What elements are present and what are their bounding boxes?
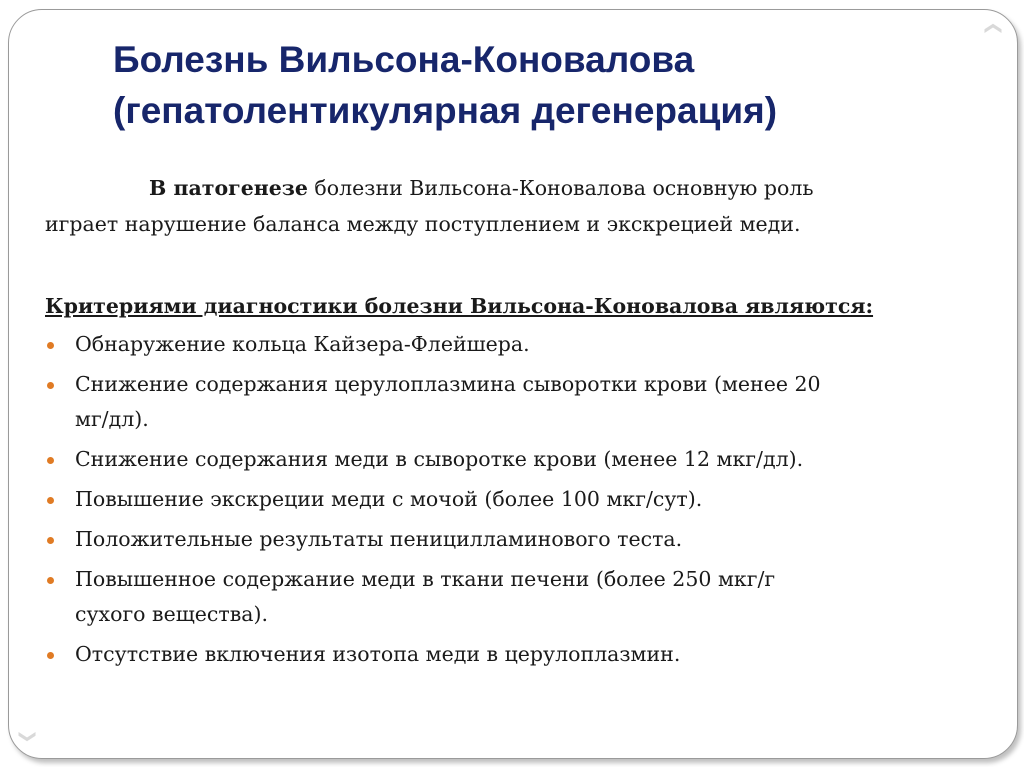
criteria-item [45,327,995,362]
slide-title [113,34,993,136]
title-line-2: (гепатолентикулярная дегенерация) [113,90,778,131]
intro-text-2: играет нарушение баланса между поступлением и экскрецией меди. [45,212,801,236]
criteria-item-text: сухого вещества). [75,602,269,626]
corner-ornament-icon: ❮ [16,729,37,744]
bullet-icon [47,342,54,349]
criteria-item-text: Снижение содержания меди в сыворотке крови (менее 12 мкг/дл). [75,447,804,471]
bullet-icon [47,577,54,584]
criteria-item [45,482,995,517]
criteria-item [45,562,995,632]
criteria-item [45,442,995,477]
criteria-item-text: мг/дл). [75,407,149,431]
criteria-heading: Критериями диагностики болезни Вильсона-Коновалова являются: [45,294,874,318]
criteria-item-text: Повышенное содержание меди в ткани печени (более 250 мкг/г [75,567,776,591]
intro-bold-phrase: В патогенезе [149,176,308,200]
bullet-icon [47,497,54,504]
intro-text-1: болезни Вильсона-Коновалова основную роль [307,176,814,200]
intro-paragraph [45,170,1005,242]
criteria-item-text: Положительные результаты пеницилламинового теста. [75,527,683,551]
title-line-1: Болезнь Вильсона-Коновалова [113,39,695,80]
bullet-icon [47,537,54,544]
corner-ornament-icon: ❮ [983,21,1004,36]
criteria-item-text: Повышение экскреции меди с мочой (более 100 мкг/сут). [75,487,703,511]
criteria-item [45,367,995,437]
criteria-list [45,327,995,677]
criteria-item-text: Обнаружение кольца Кайзера-Флейшера. [75,332,530,356]
criteria-item-text: Снижение содержания церулоплазмина сыворотки крови (менее 20 [75,372,821,396]
criteria-item [45,522,995,557]
bullet-icon [47,382,54,389]
criteria-item-text: Отсутствие включения изотопа меди в церулоплазмин. [75,642,681,666]
bullet-icon [47,457,54,464]
criteria-item [45,637,995,672]
bullet-icon [47,652,54,659]
